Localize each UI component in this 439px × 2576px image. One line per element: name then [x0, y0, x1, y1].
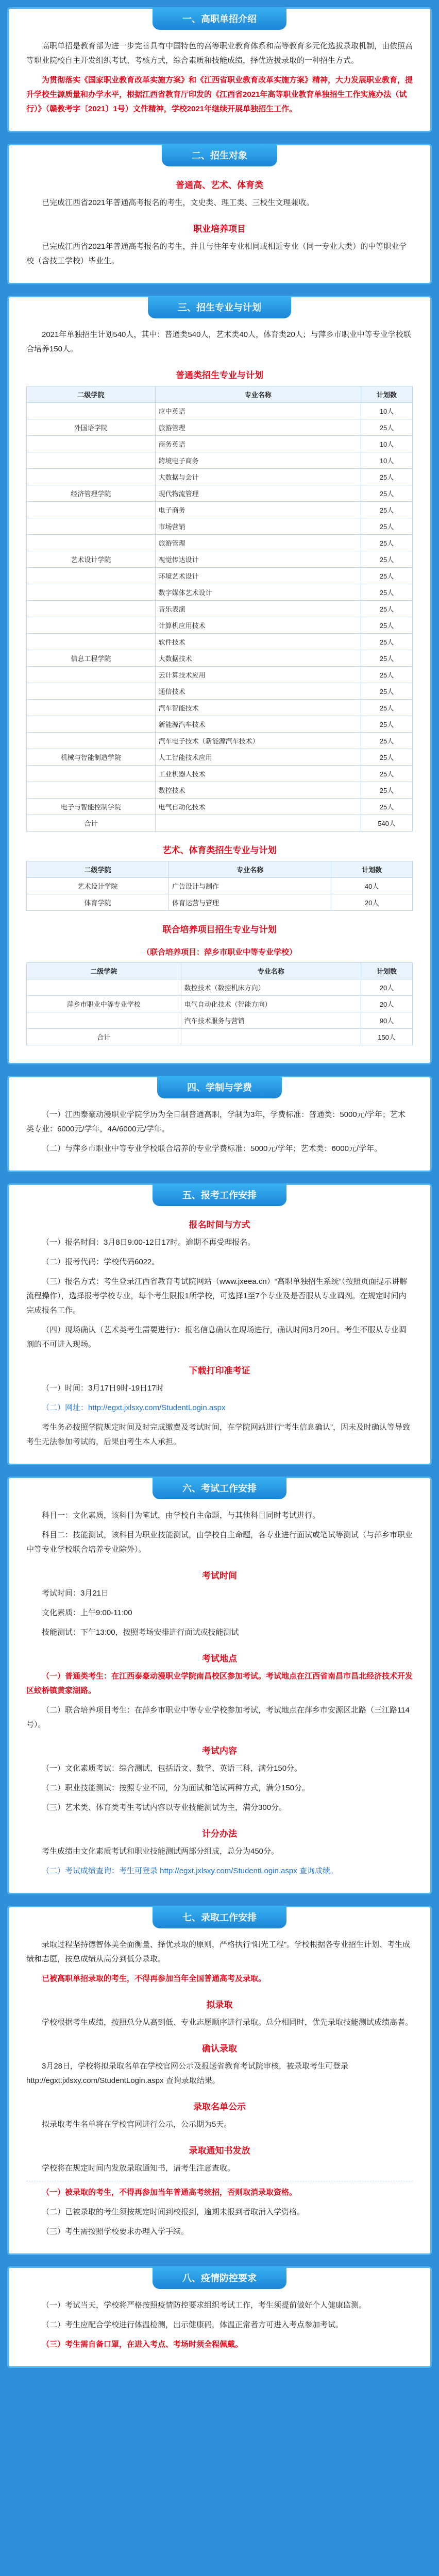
subheading: 报名时间与方式 [189, 1220, 250, 1230]
paragraph: 高职单招是教育部为进一步完善具有中国特色的高等职业教育体系和高等教育多元化选拔录取机制，由依照高等职业院校自主开发组织考试、考核方式，综合素质和技能成绩，择优选拔录取的一种招生方式。 [26, 42, 413, 65]
plan-joint-header-cell: 专业名称 [181, 963, 361, 979]
subheading: 拟录取 [206, 2000, 233, 2010]
plan-general-cell [27, 518, 156, 535]
paragraph: 学校根据考生成绩，按照总分从高到低、专业志愿顺序进行录取。总分相同时，优先录取技能测试成绩高者。 [42, 2018, 413, 2027]
plan-general-cell: 工业机器人技术 [155, 766, 361, 782]
plan-general-row [27, 749, 413, 766]
plan-general-cell [27, 733, 156, 749]
plan-table-general [26, 386, 413, 832]
subheading: 确认录取 [202, 2044, 237, 2054]
plan-general-cell: 大数据技术 [155, 650, 361, 667]
plan-general-cell: 跨境电子商务 [155, 452, 361, 469]
plan-table-art-sport [26, 861, 413, 911]
plan-general-cell: 旅游管理 [155, 535, 361, 551]
plan-general-cell [27, 700, 156, 716]
section-title: 七、录取工作安排 [153, 1906, 286, 1928]
paragraph: 3月28日，学校将拟录取名单在学校官网公示及报送省教育考试院审核，被录取考生可登录 http://egxt.jxlsxy.com/StudentLogin.aspx 查询录取结果。 [26, 2062, 349, 2085]
paragraph: （二）联合培养项目考生：在萍乡市职业中等专业学校参加考试，考试地点在萍乡市安源区北路（三江路114号）。 [26, 1706, 410, 1729]
plan-joint-cell: 电气自动化技术（智能方向） [181, 996, 361, 1012]
paragraph: （三）考生需按照学校要求办理入学手续。 [42, 2227, 189, 2236]
paragraph: 考生成绩由文化素质考试和职业技能测试两部分组成，总分为450分。 [42, 1847, 279, 1856]
plan-joint-row [27, 996, 413, 1012]
plan-general-cell [27, 667, 156, 683]
plan-general-cell: 数控技术 [155, 782, 361, 799]
paragraph: （二）职业技能测试：按照专业不同，分为面试和笔试两种方式，满分150分。 [42, 1784, 310, 1792]
paragraph: 学校将在规定时间内发放录取通知书，请考生注意查收。 [42, 2164, 235, 2173]
plan-general-cell: 25人 [361, 766, 413, 782]
plan-general-cell [155, 815, 361, 832]
plan-general-cell: 人工智能技术应用 [155, 749, 361, 766]
plan-general-row [27, 452, 413, 469]
plan-art-header-cell: 专业名称 [168, 861, 331, 878]
plan-general-row [27, 716, 413, 733]
plan-general-cell: 商务英语 [155, 436, 361, 452]
plan-general-cell: 大数据与会计 [155, 469, 361, 485]
plan-general-cell: 环境艺术设计 [155, 568, 361, 584]
subheading: 艺术、体育类招生专业与计划 [162, 845, 277, 855]
plan-general-row [27, 667, 413, 683]
subheading: 普通高、艺术、体育类 [176, 180, 263, 190]
plan-joint-row [27, 1029, 413, 1045]
plan-general-row [27, 419, 413, 436]
section-card-registration [7, 1183, 432, 1465]
plan-general-cell [27, 601, 156, 617]
section-card-target [7, 144, 432, 284]
plan-general-cell: 汽车电子技术（新能源汽车技术） [155, 733, 361, 749]
plan-general-cell: 云计算技术应用 [155, 667, 361, 683]
subheading: 计分办法 [202, 1829, 237, 1839]
plan-art-cell: 广告设计与制作 [168, 878, 331, 894]
plan-joint-cell [27, 1012, 181, 1029]
plan-general-row [27, 815, 413, 832]
plan-art-cell: 40人 [331, 878, 413, 894]
plan-joint-cell: 数控技术（数控机床方向） [181, 979, 361, 996]
subheading: 录取通知书发放 [189, 2146, 250, 2156]
plan-general-cell: 汽车智能技术 [155, 700, 361, 716]
plan-general-cell [27, 766, 156, 782]
plan-general-cell: 信息工程学院 [27, 650, 156, 667]
plan-general-cell: 25人 [361, 518, 413, 535]
plan-general-cell: 25人 [361, 667, 413, 683]
plan-general-row [27, 551, 413, 568]
plan-general-cell: 软件技术 [155, 634, 361, 650]
plan-art-header-cell: 计划数 [331, 861, 413, 878]
subheading: 考试时间 [202, 1571, 237, 1581]
paragraph: （二）考生应配合学校进行体温检测，出示健康码，体温正常者方可进入考点参加考试。 [42, 2320, 344, 2329]
section-title: 四、学制与学费 [157, 1076, 282, 1098]
plan-joint-cell: 汽车技术服务与营销 [181, 1012, 361, 1029]
plan-general-cell: 25人 [361, 601, 413, 617]
plan-general-cell: 25人 [361, 650, 413, 667]
plan-general-row [27, 700, 413, 716]
paragraph: 已完成江西省2021年普通高考报名的考生，文史类、理工类、三校生文理兼收。 [42, 198, 314, 207]
paragraph: （一）考试当天，学校将严格按照疫情防控要求组织考试工作，考生须提前做好个人健康监测。 [42, 2301, 367, 2310]
paragraph: （一）江西泰豪动漫职业学院学历为全日制普通高职，学制为3年，学费标准：普通类：5000元/学年；艺术类专业：6000元/学年，4A/6000元/学年。 [26, 1110, 406, 1133]
plan-general-cell: 新能源汽车技术 [155, 716, 361, 733]
plan-general-row [27, 584, 413, 601]
section-title: 八、疫情防控要求 [153, 2266, 286, 2289]
plan-general-cell: 旅游管理 [155, 419, 361, 436]
paragraph: 科目二：技能测试，该科目为职业技能测试，由学校自主命题，各专业进行面试或笔试等测试（与萍乡市职业中等专业学校联合培养专业除外）。 [26, 1531, 413, 1554]
section-title: 二、招生对象 [162, 144, 277, 166]
plan-joint-cell [27, 979, 181, 996]
subheading: 考试内容 [202, 1746, 237, 1756]
plan-general-row [27, 485, 413, 502]
paragraph: （四）现场确认（艺术类考生需要进行）：报名信息确认在现场进行，确认时间3月20日。考生不服从专业调剂的不可进入现场。 [26, 1326, 407, 1349]
plan-general-cell: 计算机应用技术 [155, 617, 361, 634]
subheading: 普通类招生专业与计划 [176, 370, 263, 380]
plan-joint-cell [181, 1029, 361, 1045]
paragraph: （二）报考代码：学校代码6022。 [42, 1258, 160, 1266]
section-title: 三、招生专业与计划 [148, 296, 291, 318]
plan-general-cell [27, 452, 156, 469]
plan-general-cell: 10人 [361, 452, 413, 469]
paragraph: （三）艺术类、体育类考生考试内容以专业技能测试为主，满分300分。 [42, 1803, 287, 1812]
plan-general-row [27, 650, 413, 667]
plan-general-cell: 25人 [361, 700, 413, 716]
plan-general-cell: 25人 [361, 634, 413, 650]
plan-general-cell: 通信技术 [155, 683, 361, 700]
plan-general-cell: 市场营销 [155, 518, 361, 535]
plan-general-header-cell: 计划数 [361, 386, 413, 403]
plan-joint-header-cell: 计划数 [361, 963, 413, 979]
plan-art-row [27, 894, 413, 911]
plan-general-cell: 25人 [361, 733, 413, 749]
plan-general-cell: 合计 [27, 815, 156, 832]
paragraph: 2021年单独招生计划540人，其中：普通类540人，艺术类40人，体育类20人；与萍乡市职业中等专业学校联合培养150人。 [26, 330, 411, 353]
paragraph: 拟录取考生名单将在学校官网进行公示，公示期为5天。 [42, 2120, 232, 2129]
plan-general-cell: 25人 [361, 535, 413, 551]
subheading-note: （联合培养项目：萍乡市职业中等专业学校） [142, 948, 297, 957]
plan-general-cell: 25人 [361, 716, 413, 733]
plan-general-cell: 25人 [361, 683, 413, 700]
paragraph: 文化素质：上午9:00-11:00 [42, 1608, 132, 1617]
plan-general-header-cell: 二级学院 [27, 386, 156, 403]
plan-art-cell: 艺术设计学院 [27, 878, 169, 894]
plan-general-cell: 25人 [361, 782, 413, 799]
plan-general-cell: 10人 [361, 436, 413, 452]
plan-general-cell: 25人 [361, 485, 413, 502]
plan-general-cell: 音乐表演 [155, 601, 361, 617]
plan-general-cell [27, 535, 156, 551]
paragraph: （二）与萍乡市职业中等专业学校联合培养的专业学费标准：5000元/学年；艺术类：6000元/学年。 [42, 1144, 382, 1153]
plan-general-row [27, 469, 413, 485]
paragraph: （一）被录取的考生，不得再参加当年普通高考统招，否则取消录取资格。 [42, 2188, 297, 2197]
plan-general-cell [27, 716, 156, 733]
section-card-plan [7, 296, 432, 1064]
plan-general-cell: 540人 [361, 815, 413, 832]
subheading: 联合培养项目招生专业与计划 [162, 925, 277, 935]
plan-general-row [27, 634, 413, 650]
section-card-covid [7, 2266, 432, 2368]
plan-joint-row [27, 979, 413, 996]
subheading: 下载打印准考证 [189, 1366, 250, 1376]
section-title: 一、高职单招介绍 [153, 7, 286, 30]
plan-general-row [27, 683, 413, 700]
plan-general-cell [27, 634, 156, 650]
plan-general-row [27, 782, 413, 799]
plan-general-row [27, 518, 413, 535]
paragraph: （一）时间：3月17日9时-19日17时 [42, 1384, 164, 1393]
plan-general-cell [27, 403, 156, 419]
section-card-intro [7, 7, 432, 132]
section-card-tuition [7, 1076, 432, 1172]
plan-general-cell: 25人 [361, 551, 413, 568]
section-title: 五、报考工作安排 [153, 1183, 286, 1206]
plan-general-cell [27, 568, 156, 584]
plan-art-header-cell: 二级学院 [27, 861, 169, 878]
section-card-admission [7, 1906, 432, 2255]
plan-general-row [27, 568, 413, 584]
plan-art-cell: 体育运营与管理 [168, 894, 331, 911]
plan-general-header-cell: 专业名称 [155, 386, 361, 403]
plan-joint-cell: 20人 [361, 979, 413, 996]
plan-general-cell: 外国语学院 [27, 419, 156, 436]
paragraph: 技能测试：下午13:00，按照考场安排进行面试或技能测试 [42, 1628, 239, 1637]
plan-table-joint [26, 962, 413, 1045]
plan-general-cell [27, 502, 156, 518]
plan-joint-cell: 90人 [361, 1012, 413, 1029]
plan-general-cell [27, 782, 156, 799]
paragraph: （一）文化素质考试：综合测试，包括语文、数学、英语三科，满分150分。 [42, 1764, 302, 1773]
plan-general-cell [27, 436, 156, 452]
paragraph: （三）报名方式：考生登录江西省教育考试院网站（www.jxeea.cn）“高职单独招生系统”（按照页面提示讲解流程操作），选择报考学校专业，每个考生限报1所学校，可选择1至7个专业及是否服从专业调剂。在规定时间内完成报名工作。 [26, 1277, 408, 1315]
paragraph: （二）已被录取的考生须按规定时间到校报到，逾期未报到者取消入学资格。 [42, 2208, 305, 2216]
subheading: 职业培养项目 [193, 224, 246, 234]
plan-general-row [27, 436, 413, 452]
paragraph: 考生务必按照学院规定时间及时完成缴费及考试时间，在学院网站进行“考生信息确认”，因未及时确认等导致考生无法参加考试的，后果由考生本人承担。 [26, 1423, 410, 1446]
plan-general-cell: 25人 [361, 419, 413, 436]
subheading: 录取名单公示 [193, 2102, 246, 2112]
paragraph: 科目一：文化素质，该科目为笔试，由学校自主命题，与其他科目同时考试进行。 [42, 1511, 320, 1520]
plan-general-cell: 25人 [361, 799, 413, 815]
plan-joint-cell: 20人 [361, 996, 413, 1012]
plan-general-cell: 25人 [361, 502, 413, 518]
plan-general-row [27, 617, 413, 634]
plan-joint-cell: 萍乡市职业中等专业学校 [27, 996, 181, 1012]
plan-art-cell: 20人 [331, 894, 413, 911]
plan-general-cell: 机械与智能制造学院 [27, 749, 156, 766]
plan-general-cell: 25人 [361, 749, 413, 766]
paragraph: （一）普通类考生：在江西泰豪动漫职业学院南昌校区参加考试。考试地点在江西省南昌市昌北经济技术开发区蛟桥镇黄家湖路。 [26, 1672, 413, 1695]
paragraph: 已完成江西省2021年普通高考报名的考生，并且与往年专业相同或相近专业（同一专业大类）的中等职业学校（含技工学校）毕业生。 [26, 242, 407, 265]
plan-general-cell: 应中英语 [155, 403, 361, 419]
plan-general-row [27, 766, 413, 782]
plan-general-cell [27, 584, 156, 601]
paragraph: （一）报名时间：3月8日9:00-12日17时。逾期不再受理报名。 [42, 1238, 256, 1247]
plan-art-row [27, 878, 413, 894]
plan-general-cell: 视觉传达设计 [155, 551, 361, 568]
plan-general-cell [27, 617, 156, 634]
plan-joint-row [27, 1012, 413, 1029]
plan-general-row [27, 799, 413, 815]
plan-general-cell: 电气自动化技术 [155, 799, 361, 815]
plan-general-row [27, 733, 413, 749]
plan-general-cell: 经济管理学院 [27, 485, 156, 502]
plan-general-cell: 25人 [361, 584, 413, 601]
plan-general-cell: 数字媒体艺术设计 [155, 584, 361, 601]
paragraph: 已被高职单招录取的考生，不得再参加当年全国普通高考及录取。 [42, 1974, 266, 1983]
plan-general-cell: 25人 [361, 469, 413, 485]
plan-general-row [27, 535, 413, 551]
plan-art-cell: 体育学院 [27, 894, 169, 911]
section-card-exam [7, 1477, 432, 1894]
paragraph[interactable]: （二）网址：http://egxt.jxlsxy.com/StudentLogin.aspx [42, 1403, 226, 1412]
paragraph: （三）考生需自备口罩，在进入考点、考场时须全程佩戴。 [42, 2340, 243, 2349]
plan-general-cell: 电子商务 [155, 502, 361, 518]
plan-general-cell: 艺术设计学院 [27, 551, 156, 568]
paragraph: 考试时间：3月21日 [42, 1589, 109, 1598]
plan-general-cell: 25人 [361, 617, 413, 634]
paragraph: 录取过程坚持德智体美全面衡量、择优录取的原则，严格执行“阳光工程”。学校根据各专业招生计划、考生成绩和志愿，按总成绩从高分到低分录取。 [26, 1940, 410, 1963]
plan-general-cell: 10人 [361, 403, 413, 419]
paragraph[interactable]: （二）考试成绩查询：考生可登录 http://egxt.jxlsxy.com/StudentLogin.aspx 查询成绩。 [42, 1867, 338, 1875]
paragraph: 为贯彻落实《国家职业教育改革实施方案》和《江西省职业教育改革实施方案》精神，大力发展职业教育，提升学校生源质量和办学水平，根据江西省教育厅印发的《江西省2021年高等职业教育单独招生工作实施办法（试行）》（赣教考字〔2021〕1号）文件精神，学校2021年继续开展单独招生工作。 [26, 76, 413, 113]
plan-general-cell: 电子与智能控制学院 [27, 799, 156, 815]
subheading: 考试地点 [202, 1654, 237, 1664]
plan-general-row [27, 502, 413, 518]
plan-general-cell [27, 683, 156, 700]
plan-general-cell [27, 469, 156, 485]
section-title: 六、考试工作安排 [153, 1477, 286, 1499]
plan-general-cell: 现代物流管理 [155, 485, 361, 502]
plan-joint-header-cell: 二级学院 [27, 963, 181, 979]
plan-joint-cell: 合计 [27, 1029, 181, 1045]
plan-general-cell: 25人 [361, 568, 413, 584]
plan-general-row [27, 403, 413, 419]
plan-joint-cell: 150人 [361, 1029, 413, 1045]
plan-general-row [27, 601, 413, 617]
